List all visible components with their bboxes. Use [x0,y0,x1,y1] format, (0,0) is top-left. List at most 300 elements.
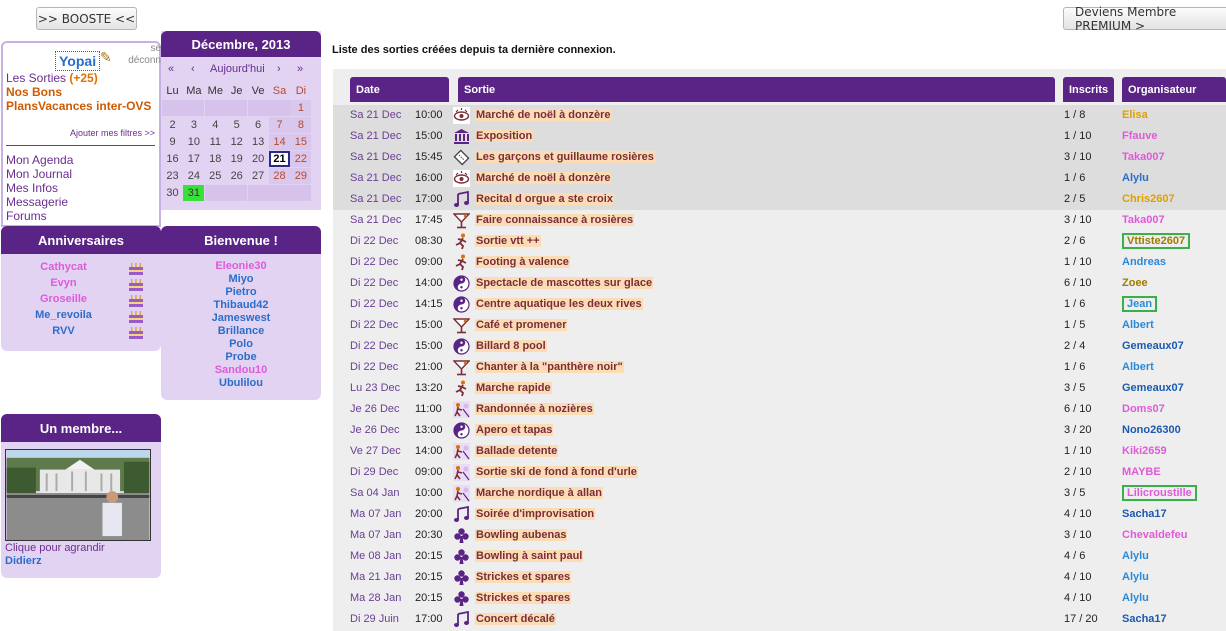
row-organisateur-link[interactable] [1122,147,1165,168]
today-button[interactable]: Aujourd'hui [210,63,265,75]
row-organisateur-link[interactable] [1122,357,1154,378]
row-organisateur-link[interactable] [1122,126,1157,147]
row-title-text[interactable]: Café et promener [476,319,567,331]
row-date: Di 22 Dec [350,319,399,331]
row-title-text[interactable]: Faire connaissance à rosières [476,214,634,226]
row-time: 20:30 [415,529,443,541]
calendar-day[interactable]: 15 [290,134,311,150]
menu-item[interactable]: Mon Agenda [6,153,74,167]
table-row[interactable] [333,294,1226,315]
table-row[interactable] [333,231,1226,252]
col-inscrits-header[interactable]: Inscrits [1063,77,1114,102]
row-date: Di 22 Dec [350,256,399,268]
calendar-day[interactable]: 28 [269,168,290,184]
calendar-day[interactable]: 30 [166,187,179,199]
row-title-link[interactable] [475,357,624,378]
row-title-text[interactable]: Chanter à la "panthère noir" [476,361,623,373]
row-title-text[interactable]: Strickes et spares [476,571,571,583]
hiking-icon [453,464,470,481]
col-date-header[interactable]: Date [350,77,449,102]
sorties-count: (+25) [69,71,98,85]
row-title-link[interactable] [475,126,533,147]
hiking-icon [453,443,470,460]
calendar-empty-cell [226,185,247,201]
row-title-link[interactable] [475,420,553,441]
table-row[interactable] [333,441,1226,462]
row-time: 20:15 [415,571,443,583]
row-title-text[interactable]: Bowling aubenas [476,529,567,541]
table-row[interactable] [333,357,1226,378]
row-inscrits: 4 / 10 [1064,571,1092,583]
music-icon [453,506,470,523]
row-title-link[interactable] [475,567,571,588]
member-name-link[interactable]: Didierz [5,555,42,567]
club-icon [453,590,470,607]
row-organisateur-name[interactable]: Ffauve [1122,130,1158,142]
bons-link[interactable]: Nos Bons [6,85,63,99]
calendar-day[interactable]: 13 [251,136,265,148]
calendar-day[interactable]: 16 [166,153,179,165]
logout-link[interactable]: se déconn [128,43,161,66]
row-organisateur-link[interactable] [1122,420,1181,441]
birthday-name-link[interactable]: Cathycat [40,261,87,273]
row-date: Sa 04 Jan [350,487,400,499]
row-title-text[interactable]: Marché de noël à donzère [476,172,611,184]
col-organisateur-header[interactable]: Organisateur [1122,77,1226,102]
row-organisateur-name[interactable]: Alylu [1122,172,1149,184]
row-organisateur-name[interactable]: Chris2607 [1122,193,1175,205]
row-title-text[interactable]: Spectacle de mascottes sur glace [476,277,653,289]
new-member-link[interactable]: Thibaud42 [213,299,269,311]
table-row[interactable] [333,378,1226,399]
new-member-link[interactable]: Ubulilou [219,377,263,389]
row-title-link[interactable] [475,504,595,525]
calendar-day[interactable]: 25 [209,170,222,182]
row-organisateur-link[interactable] [1122,462,1161,483]
row-inscrits: 1 / 6 [1064,172,1086,184]
row-title-text[interactable]: Marche nordique à allan [476,487,602,499]
row-organisateur-link[interactable] [1122,546,1149,567]
music-icon [453,191,470,208]
calendar-day[interactable]: 3 [190,119,197,131]
club-icon [453,548,470,565]
row-time: 13:20 [415,382,443,394]
yinyang-icon [453,422,470,439]
row-date: Ma 07 Jan [350,529,402,541]
row-inscrits: 2 / 10 [1064,466,1092,478]
new-member-link[interactable]: Miyo [228,273,254,285]
row-date: Sa 21 Dec [350,214,402,226]
row-organisateur-name[interactable]: Taka007 [1122,214,1165,226]
row-date: Je 26 Dec [350,424,400,436]
row-inscrits: 1 / 6 [1064,361,1086,373]
row-title-text[interactable]: Ballade detente [476,445,558,457]
row-organisateur-link[interactable] [1122,399,1165,420]
row-organisateur-link[interactable] [1122,315,1154,336]
calendar-day[interactable]: 18 [209,153,222,165]
calendar-day[interactable]: 26 [230,170,243,182]
row-organisateur-link[interactable] [1122,441,1167,462]
row-organisateur-link[interactable] [1122,609,1167,630]
boost-button[interactable]: >> BOOSTE << [36,7,137,30]
yinyang-icon [453,275,470,292]
anniversaires-box [1,226,161,351]
row-title-link[interactable] [475,609,556,630]
calendar-day[interactable]: 22 [290,151,311,167]
row-date: Ve 27 Dec [350,445,401,457]
row-inscrits: 3 / 20 [1064,424,1092,436]
row-title-text[interactable]: Bowling à saint paul [476,550,583,562]
birthday-name-link[interactable]: Me_revoila [35,309,92,321]
row-organisateur-link[interactable] [1122,168,1149,189]
row-title-link[interactable] [475,231,541,252]
table-row[interactable] [333,336,1226,357]
row-title-text[interactable]: Footing à valence [476,256,569,268]
pencil-icon[interactable]: ✎ [100,49,112,65]
table-row[interactable] [333,567,1226,588]
eye-icon [453,170,470,187]
row-organisateur-link[interactable] [1122,273,1148,294]
table-row[interactable] [333,105,1226,126]
row-organisateur-name[interactable]: Albert [1122,319,1154,331]
sport-icon [453,233,470,250]
row-title-link[interactable] [475,525,567,546]
row-inscrits: 3 / 10 [1064,214,1092,226]
row-title-text[interactable]: Marche rapide [476,382,551,394]
calendar-empty-cell [269,100,290,116]
row-inscrits: 2 / 5 [1064,193,1086,205]
calendar-day[interactable]: 12 [230,136,243,148]
row-title-link[interactable] [475,483,603,504]
row-organisateur-link[interactable] [1122,231,1190,252]
prev-year-button[interactable]: « [168,63,175,75]
membre-box [1,414,161,578]
row-time: 08:30 [415,235,443,247]
calendar-day[interactable]: 23 [166,170,179,182]
calendar-empty-cell [162,100,183,116]
row-organisateur-link[interactable] [1122,567,1149,588]
row-time: 20:00 [415,508,443,520]
new-member-link[interactable]: Probe [225,351,257,363]
calendar-day[interactable]: 20 [251,153,265,165]
hiking-icon [453,485,470,502]
row-title-link[interactable] [475,189,614,210]
row-title-text[interactable]: Recital d orgue a ste croix [476,193,613,205]
user-panel [1,41,161,227]
row-organisateur-name[interactable]: Andreas [1122,256,1167,268]
row-title-link[interactable] [475,105,611,126]
row-organisateur-link[interactable] [1122,252,1166,273]
row-organisateur-name[interactable]: Chevaldefeu [1122,529,1188,541]
row-title-text[interactable]: Sortie vtt ++ [476,235,540,247]
row-inscrits: 6 / 10 [1064,277,1092,289]
weekday-label: Ve [251,85,265,97]
new-member-link[interactable]: Pietro [225,286,257,298]
cocktail-icon [453,212,470,229]
birthday-name-link[interactable]: Evyn [50,277,77,289]
row-title-text[interactable]: Strickes et spares [476,592,571,604]
row-title-text[interactable]: Les garçons et guillaume rosières [476,151,654,163]
row-date: Di 29 Juin [350,613,399,625]
birthday-item [1,261,161,277]
row-title-text[interactable]: Soirée d'improvisation [476,508,595,520]
birthday-item [1,309,161,325]
eye-icon [453,107,470,124]
weekday-label: Je [230,85,243,97]
row-organisateur-name[interactable]: Gemeaux07 [1122,340,1184,352]
row-organisateur-name[interactable]: Vttiste2607 [1122,233,1190,249]
weekday-label: Di [295,85,307,97]
row-date: Di 22 Dec [350,340,399,352]
table-row[interactable] [333,483,1226,504]
row-title-text[interactable]: Sortie ski de fond à fond d'urle [476,466,637,478]
row-organisateur-name[interactable]: Alylu [1122,571,1149,583]
row-organisateur-link[interactable] [1122,105,1148,126]
row-inscrits: 1 / 10 [1064,445,1092,457]
row-inscrits: 4 / 10 [1064,508,1092,520]
col-sortie-header[interactable]: Sortie [458,77,1055,102]
next-month-button[interactable]: › [277,63,281,75]
row-title-text[interactable]: Marché de noël à donzère [476,109,611,121]
add-filters-link[interactable]: Ajouter mes filtres >> [69,128,155,138]
row-title-link[interactable] [475,294,643,315]
table-row[interactable] [333,609,1226,630]
row-date: Ma 21 Jan [350,571,402,583]
prev-month-button[interactable]: ‹ [191,63,195,75]
calendar-day[interactable]: 19 [230,153,243,165]
table-row[interactable] [333,126,1226,147]
row-time: 20:15 [415,592,443,604]
row-title-link[interactable] [475,336,547,357]
row-date: Di 22 Dec [350,235,399,247]
row-organisateur-name[interactable]: Elisa [1122,109,1148,121]
weekday-label: Ma [186,85,202,97]
row-organisateur-link[interactable] [1122,210,1165,231]
member-photo[interactable] [5,449,151,541]
table-row[interactable] [333,273,1226,294]
table-row[interactable] [333,147,1226,168]
new-member-link[interactable]: Jameswest [211,312,271,324]
row-time: 15:00 [415,319,443,331]
row-time: 09:00 [415,466,443,478]
table-row[interactable] [333,462,1226,483]
calendar-day[interactable]: 2 [169,119,176,131]
row-inscrits: 3 / 5 [1064,382,1086,394]
row-title-link[interactable] [475,546,583,567]
divider [6,145,155,146]
calendar-day[interactable]: 6 [255,119,262,131]
row-time: 17:00 [415,613,443,625]
row-title-text[interactable]: Concert décalé [476,613,555,625]
user-nick[interactable]: Yopai [55,51,100,71]
calendar-day[interactable]: 8 [290,117,311,133]
row-organisateur-name[interactable]: Lilicroustille [1122,485,1197,501]
calendar-day[interactable]: 24 [187,170,201,182]
table-row[interactable] [333,168,1226,189]
calendar-day[interactable]: 17 [187,153,201,165]
row-title-text[interactable]: Apero et tapas [476,424,553,436]
row-organisateur-name[interactable]: Sacha17 [1122,613,1167,625]
calendar-day[interactable]: 10 [187,136,201,148]
row-time: 17:45 [415,214,443,226]
row-organisateur-name[interactable]: Nono26300 [1122,424,1181,436]
menu-item[interactable]: Forums [6,209,47,223]
calendar-day[interactable]: 14 [269,134,290,150]
bienvenue-box [161,226,321,400]
birthday-cake-icon [128,261,144,276]
row-inscrits: 1 / 8 [1064,109,1086,121]
row-title-link[interactable] [475,441,558,462]
sorties-table [333,69,1226,631]
row-organisateur-link[interactable] [1122,378,1184,399]
row-title-link[interactable] [475,147,655,168]
row-title-link[interactable] [475,588,571,609]
row-time: 20:15 [415,550,443,562]
row-organisateur-link[interactable] [1122,336,1184,357]
table-row[interactable] [333,252,1226,273]
birthday-cake-icon [128,309,144,324]
menu-item[interactable]: Messagerie [6,195,69,209]
row-title-text[interactable]: Billard 8 pool [476,340,546,352]
row-inscrits: 1 / 6 [1064,298,1086,310]
row-organisateur-name[interactable]: Alylu [1122,592,1149,604]
row-organisateur-name[interactable]: Albert [1122,361,1154,373]
calendar-day[interactable]: 27 [251,170,265,182]
new-member-link[interactable]: Eleonie30 [215,260,267,272]
anniversaires-title: Anniversaires [1,226,161,254]
next-year-button[interactable]: » [297,63,304,75]
new-member-link[interactable]: Sandou10 [214,364,268,376]
calendar-day[interactable]: 5 [233,119,240,131]
club-icon [453,569,470,586]
birthday-cake-icon [128,277,144,292]
table-row[interactable] [333,588,1226,609]
row-title-text[interactable]: Randonnée à nozières [476,403,593,415]
row-organisateur-name[interactable]: Alylu [1122,550,1149,562]
plans-vacances-link[interactable]: PlansVacances inter-OVS [6,99,152,113]
sport-icon [453,254,470,271]
premium-button[interactable]: Deviens Membre PREMIUM > [1063,7,1226,30]
menu-item[interactable]: Mes Infos [6,181,59,195]
row-time: 16:00 [415,172,443,184]
row-date: Sa 21 Dec [350,172,402,184]
table-row[interactable] [333,525,1226,546]
table-row[interactable] [333,210,1226,231]
row-organisateur-link[interactable] [1122,525,1187,546]
row-organisateur-link[interactable] [1122,483,1197,504]
row-organisateur-name[interactable]: Kiki2659 [1122,445,1167,457]
club-icon [453,527,470,544]
row-organisateur-name[interactable]: Jean [1122,296,1157,312]
calendar-day[interactable]: 4 [212,119,219,131]
table-row[interactable] [333,315,1226,336]
row-title-text[interactable]: Exposition [476,130,533,142]
calendar-empty-cell [183,100,204,116]
row-inscrits: 4 / 6 [1064,550,1086,562]
birthday-name-link[interactable]: Groseille [39,293,88,305]
calendar-day[interactable]: 29 [290,168,311,184]
photo-caption: Clique pour agrandir [5,542,105,554]
yinyang-icon [453,296,470,313]
row-inscrits: 4 / 10 [1064,592,1092,604]
row-date: Di 22 Dec [350,361,399,373]
row-date: Me 08 Jan [350,550,402,562]
calendar-day[interactable]: 9 [169,136,176,148]
row-title-link[interactable] [475,378,552,399]
row-time: 10:00 [415,487,443,499]
row-title-link[interactable] [475,273,653,294]
table-row[interactable] [333,399,1226,420]
row-organisateur-link[interactable] [1122,504,1167,525]
calendar-day[interactable]: 11 [209,136,221,148]
row-time: 11:00 [415,403,442,415]
row-organisateur-name[interactable]: Zoee [1122,277,1148,289]
sorties-link[interactable]: Les Sorties [6,71,67,85]
row-inscrits: 6 / 10 [1064,403,1092,415]
calendar-day[interactable]: 7 [269,117,290,133]
row-organisateur-link[interactable] [1122,189,1175,210]
row-organisateur-link[interactable] [1122,294,1157,315]
hiking-icon [453,401,470,418]
cocktail-icon [453,359,470,376]
table-row[interactable] [333,189,1226,210]
calendar-day[interactable]: 1 [290,100,311,116]
menu-item[interactable]: Mon Journal [6,167,73,181]
music-icon [453,611,470,628]
row-time: 15:00 [415,340,443,352]
row-title-link[interactable] [475,462,638,483]
row-date: Di 29 Dec [350,466,399,478]
row-organisateur-name[interactable]: Gemeaux07 [1122,382,1184,394]
calendar-day[interactable]: 21 [269,151,290,167]
cocktail-icon [453,317,470,334]
table-row[interactable] [333,420,1226,441]
new-member-link[interactable]: Brillance [217,325,265,337]
yinyang-icon [453,338,470,355]
table-row[interactable] [333,546,1226,567]
row-organisateur-link[interactable] [1122,588,1149,609]
birthday-cake-icon [128,325,144,340]
new-member-link[interactable]: Polo [229,338,253,350]
row-inscrits: 1 / 10 [1064,130,1092,142]
row-inscrits: 1 / 5 [1064,319,1086,331]
table-row[interactable] [333,504,1226,525]
row-date: Di 22 Dec [350,277,399,289]
row-time: 13:00 [415,424,443,436]
row-time: 09:00 [415,256,443,268]
calendar-empty-cell [290,185,311,201]
weekday-label: Lu [166,85,179,97]
page-title: Liste des sorties créées depuis ta dernière connexion. [332,44,616,56]
row-time: 21:00 [415,361,443,373]
row-time: 14:00 [415,445,443,457]
sport-icon [453,380,470,397]
row-title-text[interactable]: Centre aquatique les deux rives [476,298,642,310]
row-title-link[interactable] [475,168,611,189]
birthday-name-link[interactable]: RVV [52,325,75,337]
row-organisateur-name[interactable]: Taka007 [1122,151,1165,163]
row-title-link[interactable] [475,210,634,231]
row-organisateur-name[interactable]: MAYBE [1122,466,1161,478]
row-organisateur-name[interactable]: Sacha17 [1122,508,1167,520]
row-title-link[interactable] [475,399,594,420]
row-title-link[interactable] [475,252,570,273]
row-title-link[interactable] [475,315,567,336]
calendar-day[interactable]: 31 [183,185,204,201]
birthday-item [1,293,161,309]
row-date: Sa 21 Dec [350,151,402,163]
row-organisateur-name[interactable]: Doms07 [1122,403,1165,415]
